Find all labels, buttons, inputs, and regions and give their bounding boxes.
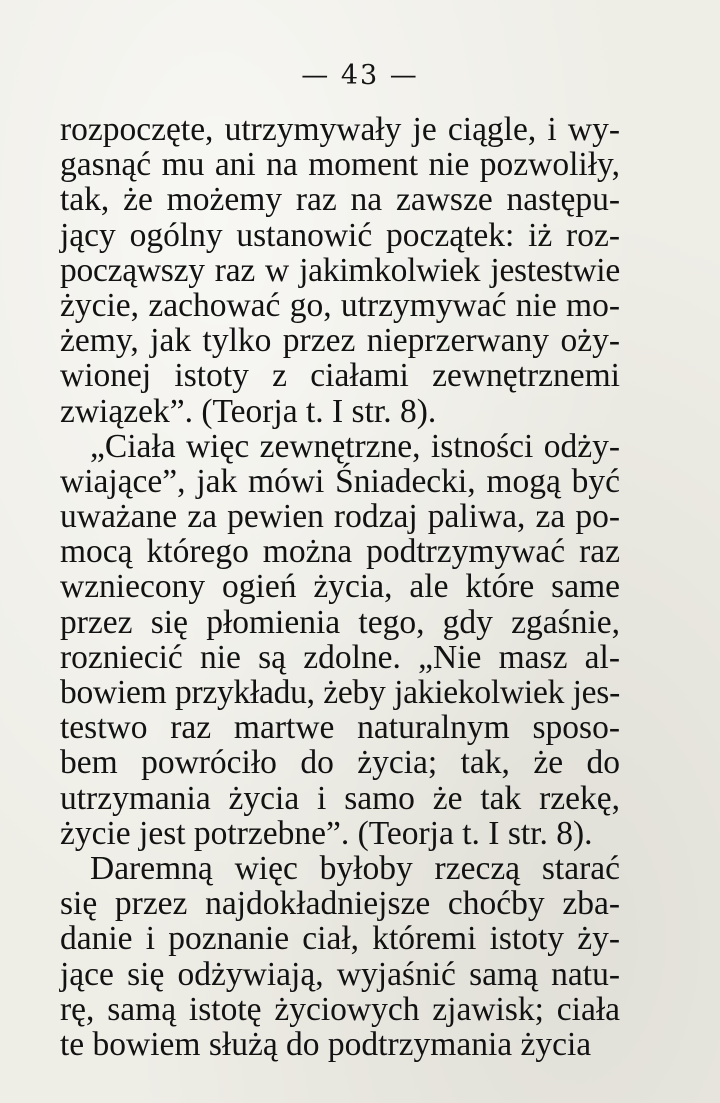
text-line: utrzymania życia i samo że tak rzekę, [60,779,620,817]
text-line: się przez najdokładniejsze choćby zba- [60,885,620,923]
text-line: te bowiem służą do podtrzymania życia [60,1025,592,1063]
text-line: bowiem przykładu, żeby jakiekolwiek jes- [60,674,620,711]
text-line: wzniecony ogień życia, ale które same [60,568,620,606]
text-line-paragraph-start: Daremną więc byłoby rzeczą starać [90,849,620,887]
body-text [60,112,620,1062]
text-line: testwo raz martwe naturalnym sposo- [60,709,620,747]
text-line: danie i poznanie ciał, któremi istoty ży- [60,920,620,958]
text-line: przez się płomienia tego, gdy zgaśnie, [60,603,620,641]
text-line: rę, samą istotę życiowych zjawisk; ciała [60,990,620,1028]
page-number: — 43 — [301,60,419,91]
text-line-paragraph-start: „Ciała więc zewnętrzne, istności odży- [90,427,620,465]
text-line: jące się odżywiają, wyjaśnić samą natu- [60,955,620,993]
text-line: począwszy raz w jakimkolwiek jestestwie [60,251,620,289]
text-line: bem powróciło do życia; tak, że do [60,744,620,782]
text-line: wionej istoty z ciałami zewnętrznemi [60,357,620,395]
text-line: życie, zachować go, utrzymywać nie mo- [60,286,620,324]
text-line: gasnąć mu ani na moment nie pozwoliły, [60,146,620,184]
text-line: rozpoczęte, utrzymywały je ciągle, i wy- [60,111,620,148]
text-line: życie jest potrzebne”. (Teorja t. I str. 8). [60,814,593,852]
text-line: jący ogólny ustanowić początek: iż roz- [60,216,620,254]
text-line: tak, że możemy raz na zawsze następu- [60,181,620,219]
text-line: żemy, jak tylko przez nieprzerwany oży- [60,322,620,360]
text-line: wiające”, jak mówi Śniadecki, mogą być [60,462,620,500]
text-line: uważane za pewien rodzaj paliwa, za po- [60,498,620,536]
text-line: rozniecić nie są zdolne. „Nie masz al- [60,638,620,676]
text-line: mocą którego można podtrzymywać raz [60,533,620,571]
text-line: związek”. (Teorja t. I str. 8). [60,392,437,430]
